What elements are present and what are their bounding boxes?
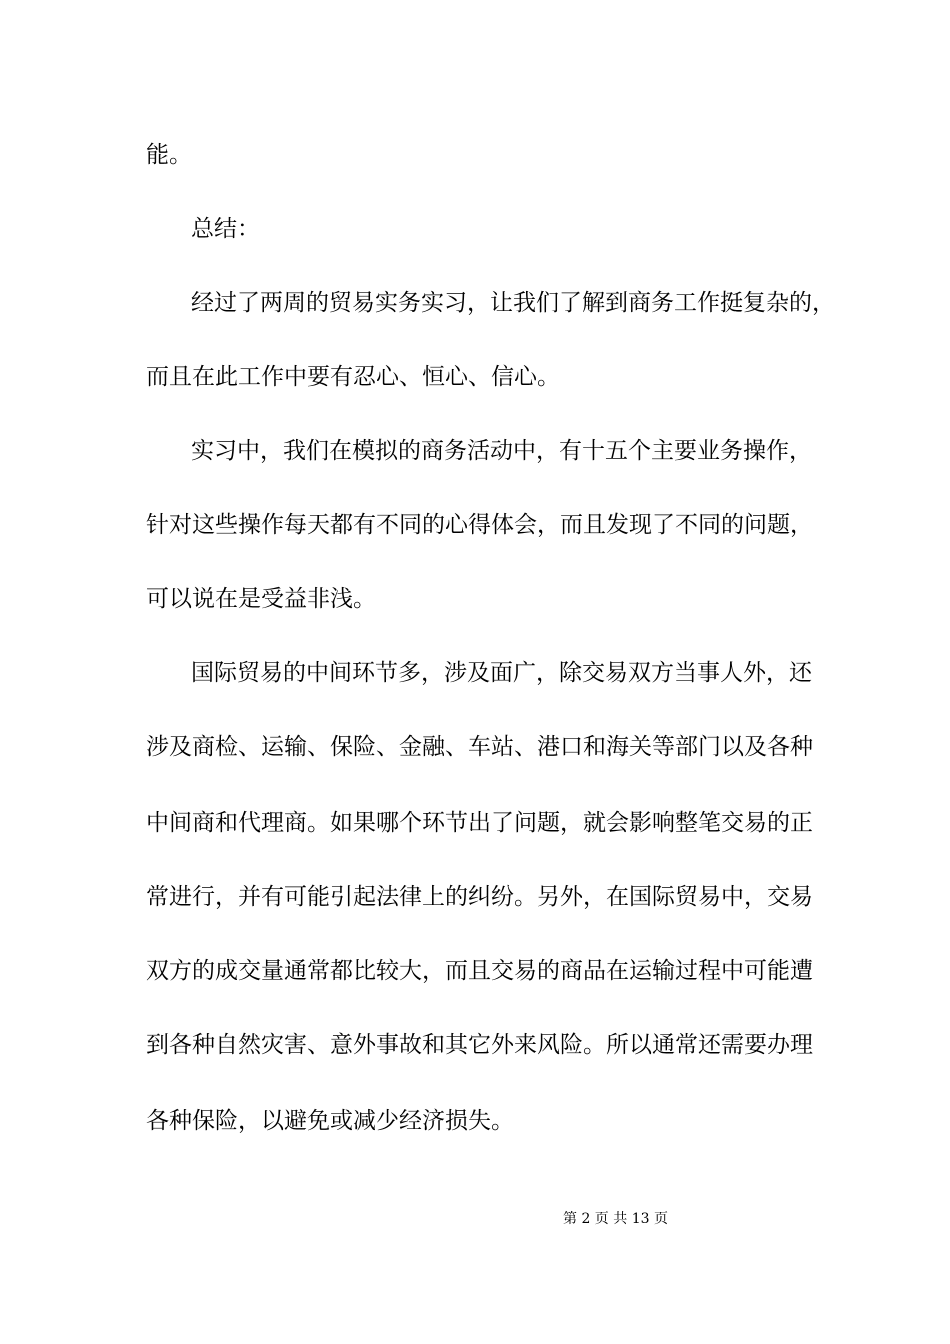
paragraph-line: 经过了两周的贸易实务实习，让我们了解到商务工作挺复杂的， <box>191 290 835 316</box>
paragraph-line: 中间商和代理商。如果哪个环节出了问题，就会影响整笔交易的正 <box>146 810 813 836</box>
paragraph-line: 能。 <box>146 142 192 168</box>
paragraph-line: 常进行，并有可能引起法律上的纠纷。另外，在国际贸易中，交易 <box>146 884 813 910</box>
paragraph-line: 到各种自然灾害、意外事故和其它外来风险。所以通常还需要办理 <box>146 1032 813 1058</box>
section-heading: 总结： <box>191 216 260 242</box>
paragraph-line: 国际贸易的中间环节多，涉及面广，除交易双方当事人外，还 <box>191 660 812 686</box>
paragraph-line: 实习中，我们在模拟的商务活动中，有十五个主要业务操作， <box>191 438 812 464</box>
paragraph-line: 针对这些操作每天都有不同的心得体会，而且发现了不同的问题， <box>146 512 813 538</box>
page-number: 第 2 页 共 13 页 <box>563 1211 668 1227</box>
paragraph-line: 可以说在是受益非浅。 <box>146 586 376 612</box>
paragraph-line: 而且在此工作中要有忍心、恒心、信心。 <box>146 364 560 390</box>
paragraph-line: 各种保险，以避免或减少经济损失。 <box>146 1108 514 1134</box>
paragraph-line: 双方的成交量通常都比较大，而且交易的商品在运输过程中可能遭 <box>146 958 813 984</box>
paragraph-line: 涉及商检、运输、保险、金融、车站、港口和海关等部门以及各种 <box>146 734 813 760</box>
